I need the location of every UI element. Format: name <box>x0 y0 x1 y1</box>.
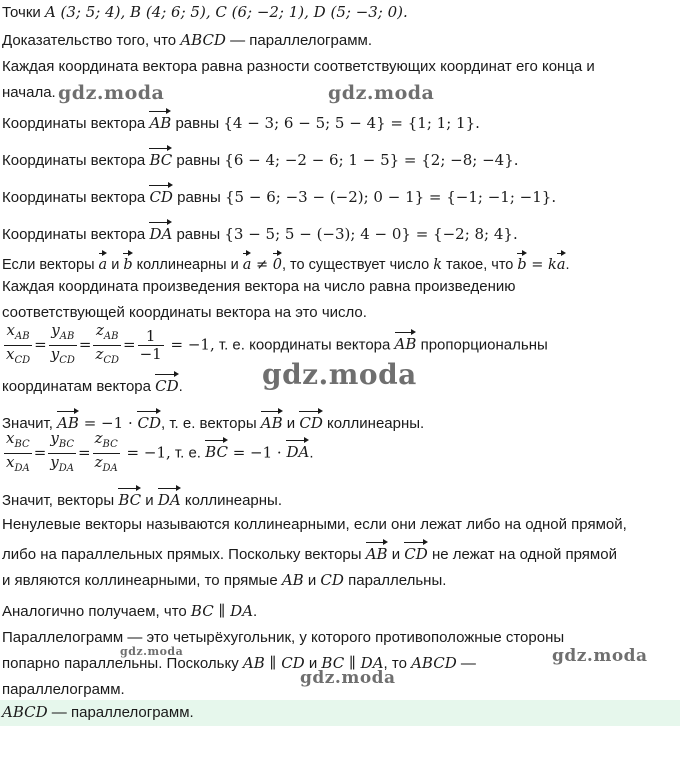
vector-cd: CD <box>137 409 161 431</box>
frac-var: x <box>6 321 16 339</box>
text: , то <box>383 655 412 672</box>
frac-sub: BC <box>58 439 74 450</box>
eq-text: = −1 · <box>227 443 287 462</box>
text: и <box>282 415 300 432</box>
vector-bc: BC <box>149 146 172 168</box>
bc-parallel-da: BC ∥ DA <box>190 602 254 620</box>
fraction-z <box>93 322 121 369</box>
text: , то существует число <box>282 257 434 273</box>
vector-line-ab <box>2 109 480 134</box>
fraction-x <box>4 322 32 369</box>
frac-var: x <box>6 453 15 471</box>
frac-sub: AB <box>103 331 119 342</box>
vector-mid: равны <box>172 226 225 243</box>
text: пропорциональны <box>416 336 548 354</box>
rule-coords-line1: Каждая координата вектора равна разности соответствующих координат его конца и <box>2 58 595 75</box>
answer-box <box>0 700 680 726</box>
parallel-def-line1: Ненулевые векторы называются коллинеарными, если они лежат либо на одной прямой, <box>2 516 627 533</box>
text: такое, что <box>442 257 518 273</box>
eq-sign: = <box>33 443 47 462</box>
text: коллинеарны. <box>180 492 283 509</box>
frac-sub: DA <box>102 463 118 474</box>
vector-cd: CD <box>404 540 428 562</box>
answer-tail: — параллелограмм. <box>47 704 194 721</box>
watermark: gdz.moda <box>262 358 417 391</box>
text: координатам вектора <box>2 378 156 395</box>
fraction-z <box>93 430 120 477</box>
vector-bc: BC <box>118 486 141 508</box>
proof-intro-tail: — параллелограмм. <box>225 32 372 49</box>
vector-a: a <box>243 251 252 273</box>
frac-var: z <box>94 429 103 447</box>
vector-prefix: Координаты вектора <box>2 115 150 132</box>
text: параллельны. <box>343 572 447 589</box>
frac-var: y <box>51 321 60 339</box>
parallelogram-def-line2 <box>2 653 476 674</box>
parallelogram-def-line1: Параллелограмм — это четырёхугольник, у которого противоположные стороны <box>2 629 565 646</box>
watermark: gdz.moda <box>300 668 396 688</box>
vector-da: DA <box>286 438 309 460</box>
product-rule-line1: Каждая координата произведения вектора на число равна произведению <box>2 278 516 295</box>
text: не лежат на одной прямой <box>427 546 617 563</box>
text: — <box>456 655 476 672</box>
vector-mid: равны <box>172 152 225 169</box>
frac-sub: DA <box>14 463 30 474</box>
text: коллинеарны и <box>132 257 243 273</box>
proof-intro <box>2 30 372 51</box>
rule-coords-line2: начала. <box>2 84 56 101</box>
similarly-line <box>2 601 257 622</box>
frac-sub: AB <box>59 331 75 342</box>
vector-ab-formula: {4 − 3; 6 − 5; 5 − 4} = {1; 1; 1}. <box>223 114 480 132</box>
vector-ab: AB <box>366 540 388 562</box>
text: Значит, векторы <box>2 492 119 509</box>
vector-a: a <box>557 251 566 273</box>
frac-den: −1 <box>139 345 162 363</box>
vector-cd: CD <box>149 183 173 205</box>
text: т. е. координаты вектора <box>214 336 395 354</box>
vector-line-da <box>2 220 518 245</box>
fraction-y <box>49 322 77 369</box>
text: и являются коллинеарными, то прямые <box>2 572 282 589</box>
answer-text <box>2 703 194 721</box>
proof-intro-abcd: ABCD <box>180 31 226 49</box>
frac-sub: DA <box>58 463 75 474</box>
parallel-def-line3 <box>2 570 446 591</box>
fraction-y <box>48 430 76 477</box>
text: и <box>141 492 158 509</box>
vector-prefix: Координаты вектора <box>2 226 150 243</box>
text: Аналогично получаем, что <box>2 603 191 620</box>
parallelogram-def-line3: параллелограмм. <box>2 681 125 698</box>
frac-sub: CD <box>59 355 75 366</box>
vector-ab: AB <box>261 409 283 431</box>
eq-sign: = <box>78 335 92 354</box>
frac-var: x <box>6 429 15 447</box>
frac-num: 1 <box>138 328 164 346</box>
text: Если векторы <box>2 257 99 273</box>
ratio-result: = −1, <box>121 443 171 462</box>
frac-var: x <box>6 345 15 363</box>
text: и <box>107 257 124 273</box>
frac-var: z <box>95 345 104 363</box>
line-cd: CD <box>320 571 344 589</box>
vector-ab: AB <box>57 409 79 431</box>
text: . <box>253 603 258 620</box>
frac-sub: AB <box>15 331 30 342</box>
text: и <box>304 655 322 672</box>
vector-cd: CD <box>299 409 323 431</box>
ratio-line-1b <box>2 372 183 397</box>
ab-parallel-cd: AB ∥ CD <box>242 654 305 672</box>
watermark: gdz.moda <box>120 645 184 658</box>
text: и <box>303 572 321 589</box>
vector-line-bc <box>2 146 519 171</box>
vector-b: b <box>123 251 132 273</box>
vector-ab: AB <box>395 330 417 352</box>
frac-sub: CD <box>103 355 120 366</box>
vector-bc: BC <box>205 438 228 460</box>
product-rule-line2: соответствующей координаты вектора на это число. <box>2 304 367 321</box>
vector-da: DA <box>149 220 172 242</box>
eq-text: = −1 · <box>78 414 138 432</box>
parallel-def-line2 <box>2 540 617 565</box>
vector-a: a <box>99 251 108 273</box>
vector-mid: равны <box>171 115 224 132</box>
frac-var: y <box>50 345 60 363</box>
text: коллинеарны. <box>322 415 425 432</box>
eq-sign: = <box>123 335 136 354</box>
vector-b: b <box>517 251 526 273</box>
watermark: gdz.moda <box>58 82 165 104</box>
points-coordinates: A (3; 5; 4), B (4; 6; 5), C (6; −2; 1), D (5; −3; 0). <box>44 3 408 21</box>
conclusion-2 <box>2 486 282 511</box>
vector-ab: AB <box>149 109 171 131</box>
vector-da: DA <box>158 486 181 508</box>
collinear-rule <box>2 251 570 275</box>
neq-sign: ≠ <box>251 257 273 273</box>
text: . <box>178 378 183 395</box>
bc-parallel-da: BC ∥ DA <box>321 654 384 672</box>
frac-sub: BC <box>14 439 30 450</box>
text: т. е. <box>170 444 206 462</box>
ratio-line-2 <box>2 430 313 477</box>
vector-mid: равны <box>172 189 226 206</box>
frac-var: y <box>50 429 59 447</box>
eq-sign: = <box>34 335 47 354</box>
vector-bc-formula: {6 − 4; −2 − 6; 1 − 5} = {2; −8; −4}. <box>224 151 519 169</box>
fraction-numeric <box>138 328 164 363</box>
ratio-result: = −1, <box>165 335 215 354</box>
frac-var: z <box>96 321 104 339</box>
eq-k: = k <box>526 257 557 273</box>
k-var: k <box>433 257 442 273</box>
abcd: ABCD <box>2 703 48 721</box>
proof-intro-text: Доказательство того, что <box>2 32 181 49</box>
text: . <box>565 257 570 273</box>
text: Значит, <box>2 415 58 432</box>
frac-var: z <box>94 453 103 471</box>
vector-zero: 0 <box>273 251 282 273</box>
text: либо на параллельных прямых. Поскольку векторы <box>2 546 366 563</box>
abcd: ABCD <box>411 654 457 672</box>
watermark: gdz.moda <box>328 82 435 104</box>
text: попарно параллельны. Поскольку <box>2 655 243 672</box>
frac-var: y <box>50 453 59 471</box>
vector-cd: CD <box>155 372 179 394</box>
frac-sub: BC <box>102 439 118 450</box>
frac-sub: CD <box>14 355 31 366</box>
fraction-x <box>4 430 32 477</box>
points-label: Точки <box>2 4 41 21</box>
text: , т. е. векторы <box>161 415 261 432</box>
text: и <box>387 546 405 563</box>
vector-prefix: Координаты вектора <box>2 189 150 206</box>
eq-sign: = <box>78 443 91 462</box>
vector-line-cd <box>2 183 556 208</box>
vector-prefix: Координаты вектора <box>2 152 150 169</box>
line-ab: AB <box>281 571 304 589</box>
vector-cd-formula: {5 − 6; −3 − (−2); 0 − 1} = {−1; −1; −1}. <box>225 188 557 206</box>
points-line <box>2 2 408 23</box>
watermark: gdz.moda <box>552 646 648 666</box>
text: . <box>309 444 314 462</box>
vector-da-formula: {3 − 5; 5 − (−3); 4 − 0} = {−2; 8; 4}. <box>224 225 518 243</box>
